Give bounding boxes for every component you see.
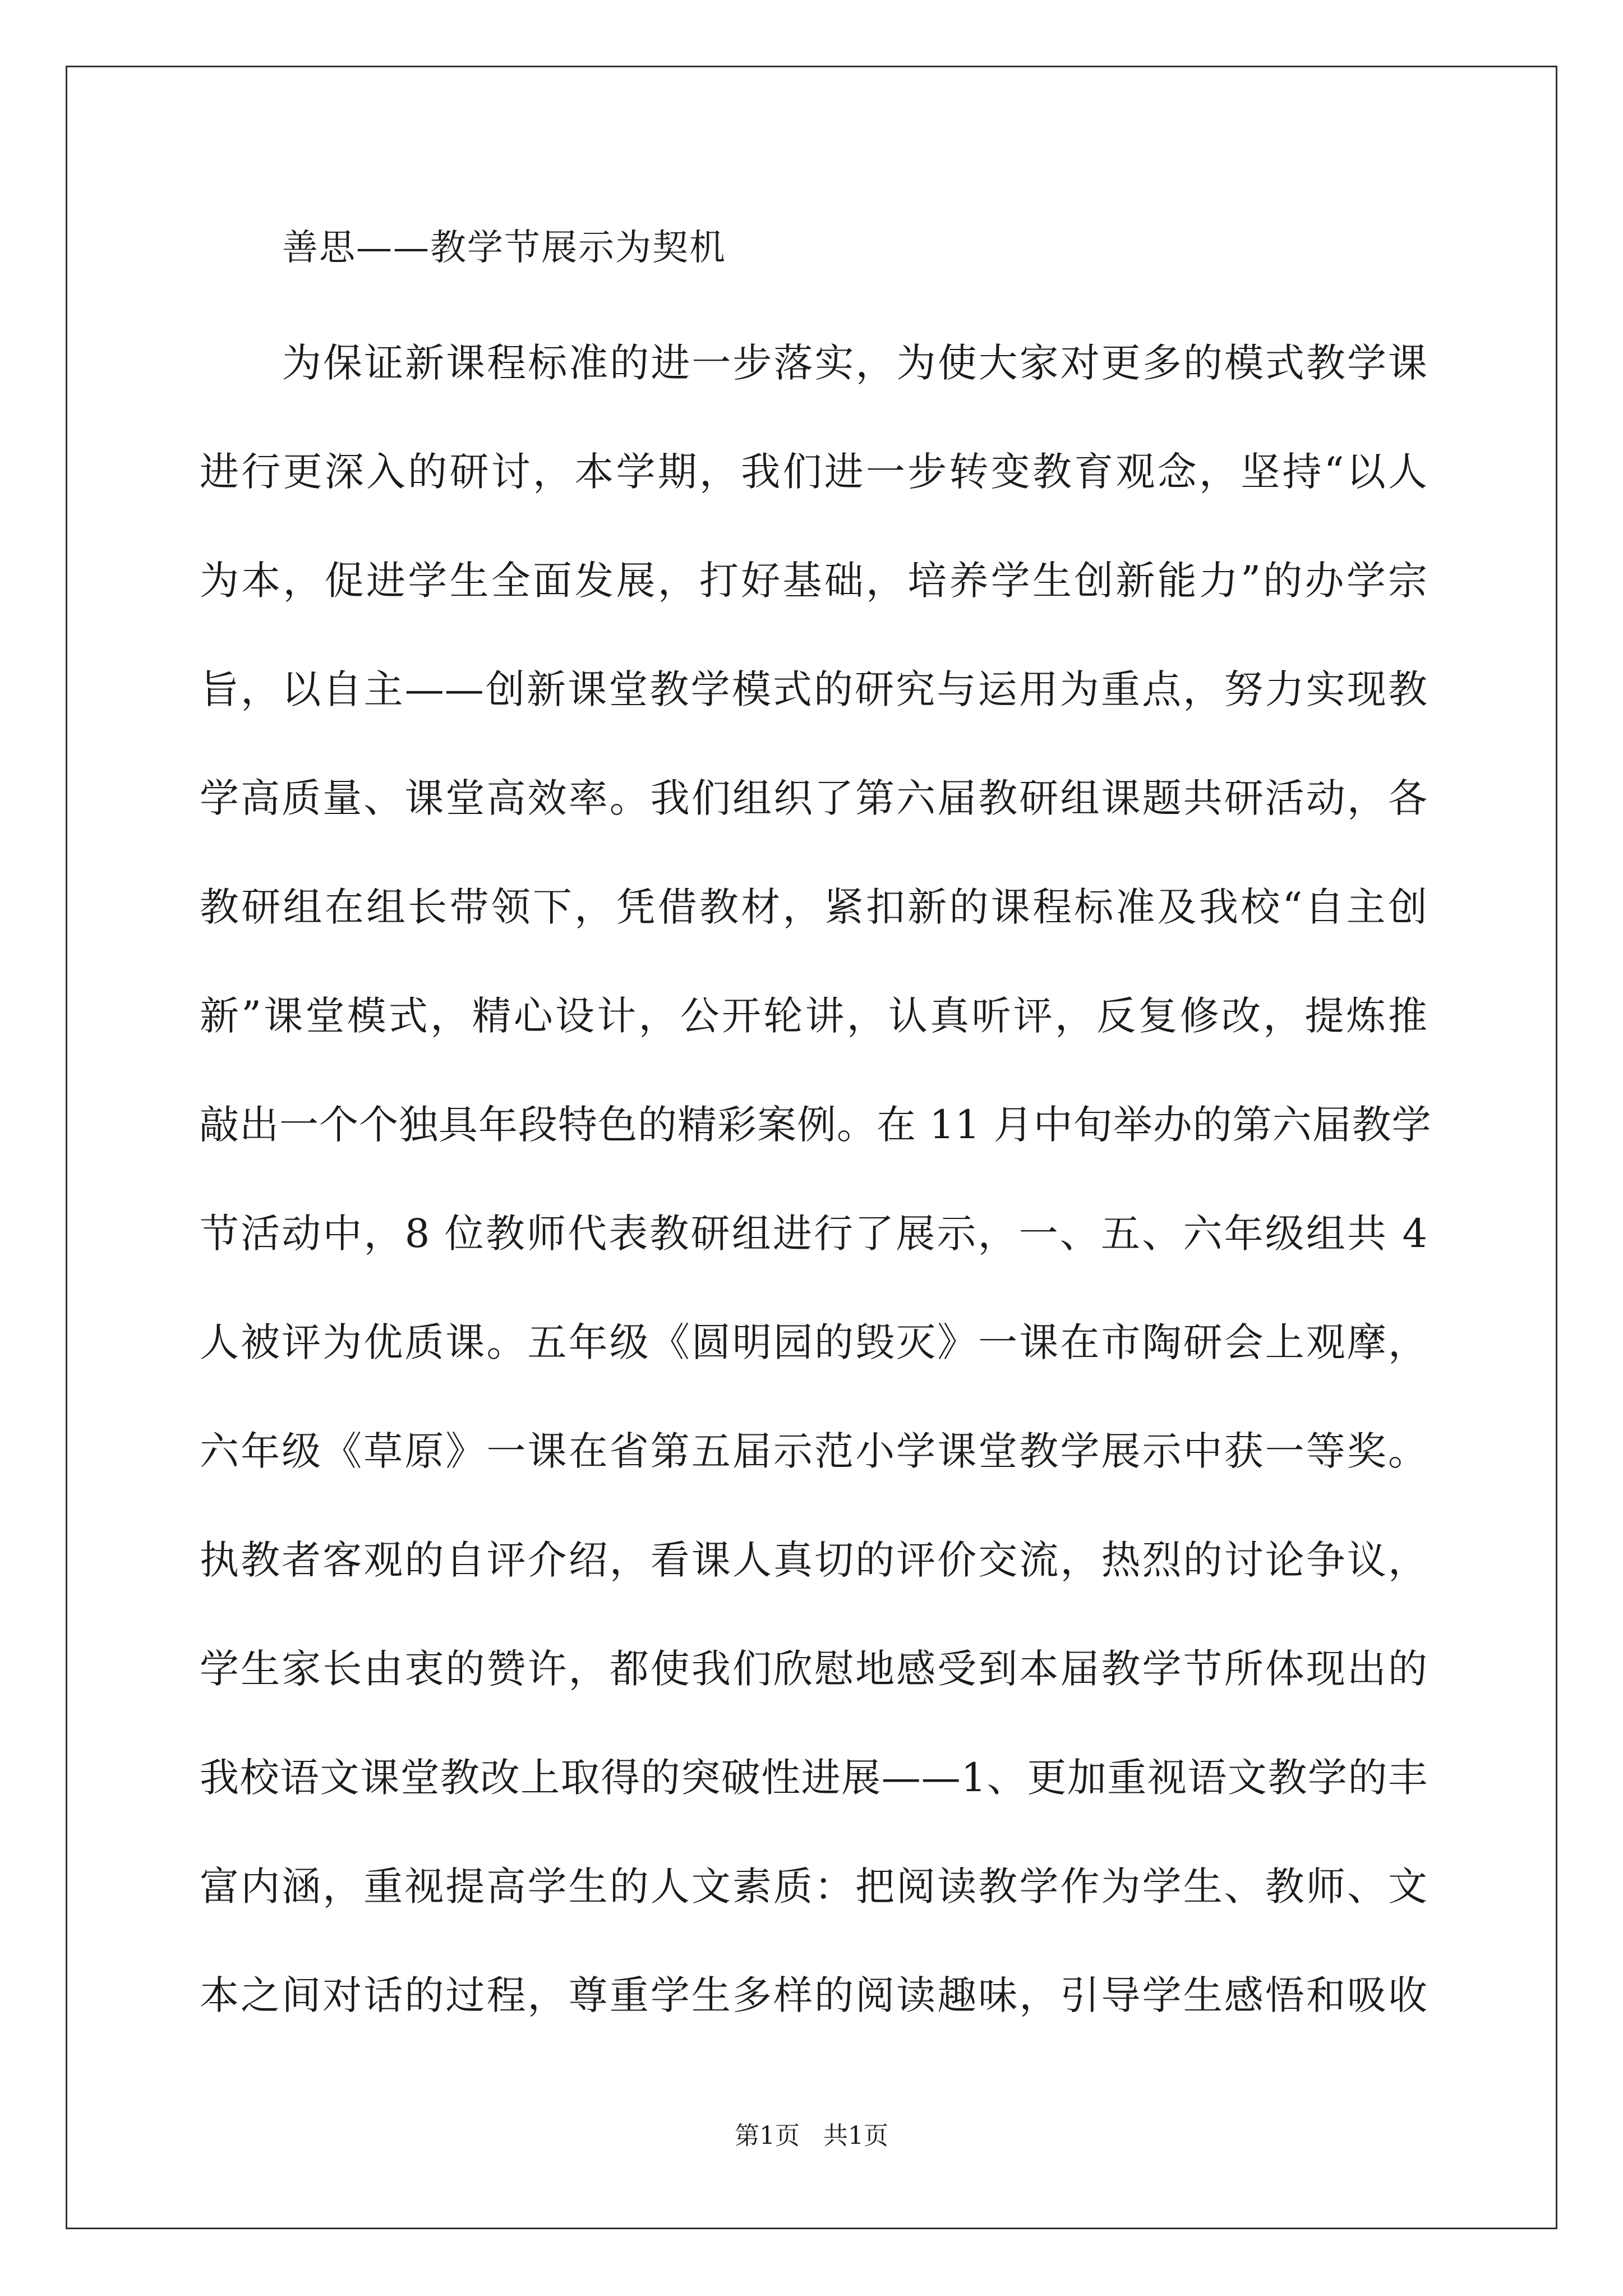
body-text-line: 为保证新课程标准的进一步落实，为使大家对更多的模式教学课 [282, 340, 1428, 386]
body-text-line: 为本，促进学生全面发展，打好基础，培养学生创新能力”的办学宗 [200, 558, 1428, 604]
body-text-line: 学高质量、课堂高效率。我们组织了第六届教研组课题共研活动，各 [200, 775, 1428, 821]
body-text-line: 进行更深入的研讨，本学期，我们进一步转变教育观念，坚持“以人 [200, 449, 1428, 495]
body-text-line: 人被评为优质课。五年级《圆明园的毁灭》一课在市陶研会上观摩， [200, 1319, 1428, 1365]
body-text-line: 节活动中，8 位教师代表教研组进行了展示，一、五、六年级组共 4 [200, 1211, 1428, 1257]
body-text-line: 六年级《草原》一课在省第五届示范小学课堂教学展示中获一等奖。 [200, 1428, 1428, 1474]
page-number-footer: 第1页 共1页 [735, 2122, 888, 2150]
body-text-line: 执教者客观的自评介绍，看课人真切的评价交流，热烈的讨论争议， [200, 1537, 1428, 1583]
document-title: 善思——教学节展示为契机 [282, 227, 726, 269]
body-text-line: 学生家长由衷的赞许，都使我们欣慰地感受到本届教学节所体现出的 [200, 1646, 1428, 1692]
body-text-line: 新”课堂模式，精心设计，公开轮讲，认真听评，反复修改，提炼推 [200, 993, 1428, 1039]
body-text-line: 我校语文课堂教改上取得的突破性进展——1、更加重视语文教学的丰 [200, 1755, 1428, 1801]
body-text-line: 旨，以自主——创新课堂教学模式的研究与运用为重点，努力实现教 [200, 666, 1428, 712]
body-text-line: 富内涵，重视提高学生的人文素质：把阅读教学作为学生、教师、文 [200, 1864, 1428, 1910]
body-text-line: 教研组在组长带领下，凭借教材，紧扣新的课程标准及我校“自主创 [200, 884, 1428, 930]
body-text-line: 本之间对话的过程，尊重学生多样的阅读趣味，引导学生感悟和吸收 [200, 1972, 1428, 2018]
body-text-line: 敲出一个个独具年段特色的精彩案例。在 11 月中旬举办的第六届教学 [200, 1102, 1432, 1148]
